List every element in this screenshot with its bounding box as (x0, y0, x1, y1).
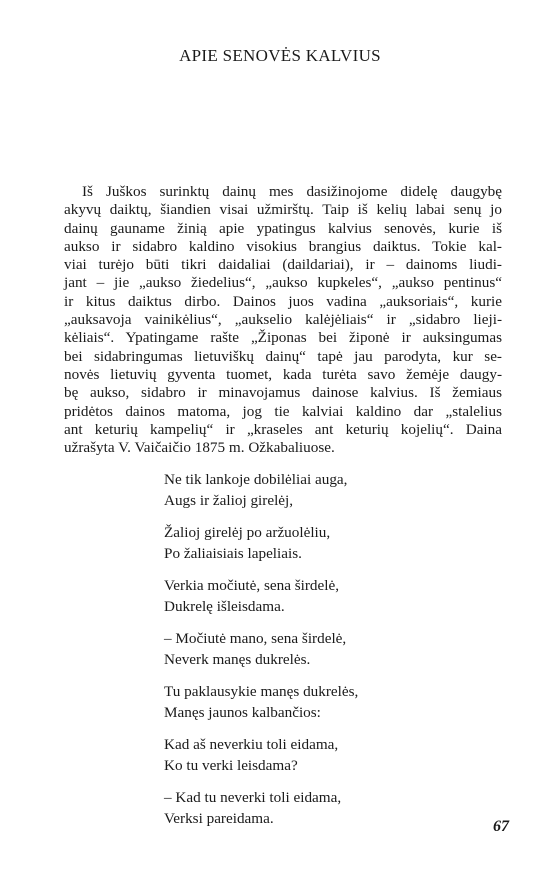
page-number: 67 (493, 818, 509, 835)
paragraph-line: Iš Juškos surinktų dainų mes dasižinojome didelę daugybę (82, 183, 502, 200)
page-title: APIE SENOVĖS KALVIUS (179, 46, 381, 65)
paragraph-line: novės lietuvių gyventa tuomet, kada turėta savo žemėje daugy- (64, 365, 502, 383)
paragraph-line: akyvų daiktų, šiandien visai užmirštų. Taip iš kelių labai senų jo (64, 201, 502, 219)
poem-verse: Ko tu verki leisdama? (164, 756, 298, 774)
poem-verse: Augs ir žalioj girelėj, (164, 491, 294, 509)
poem-verse: – Močiutė mano, sena širdelė, (164, 630, 347, 647)
paragraph-line: bei sidabringumas lietuviškų dainų“ tapė jau parodyta, kur se- (64, 347, 502, 365)
poem-verse: Neverk manęs dukrelės. (164, 650, 311, 668)
paragraph-line: kėliais“. Ypatingame rašte „Žiponas bei žiponė ir auksingumas (64, 329, 502, 347)
body-paragraph (64, 183, 502, 457)
paragraph-line: dainų gauname žinią apie ypatingus kalvius senovės, kurie iš (64, 219, 502, 237)
paragraph-line: pridėtos dainos matoma, jog tie kalviai kaldino dar „stalelius (64, 402, 502, 420)
poem-stanza (164, 735, 358, 776)
paragraph-line: jant – jie „aukso žiedelius“, „aukso kupkeles“, „aukso pentinus“ (64, 274, 502, 292)
poem-verse: Verksi pareidama. (164, 809, 274, 827)
poem-stanza (164, 576, 358, 617)
poem (164, 470, 358, 841)
poem-stanza (164, 470, 358, 511)
paragraph-line: užrašyta V. Vaičaičio 1875 m. Ožkabaliuose. (64, 439, 335, 457)
paragraph-line: „auksavoja vainikėlius“, „aukselio kalėjėliais“ ir „sidabro lieji- (64, 311, 502, 329)
paragraph-line: viai turėjo būti tikri daidaliai (daildariai), ir – dainoms liudi- (64, 256, 502, 274)
paragraph-line: ir kitus daiktus dirbo. Dainos juos vadina „auksoriais“, kurie (64, 292, 502, 310)
poem-verse: Kad aš neverkiu toli eidama, (164, 736, 339, 753)
poem-verse: Dukrelę išleisdama. (164, 597, 285, 615)
poem-stanza (164, 523, 358, 564)
poem-verse: – Kad tu neverki toli eidama, (164, 789, 342, 806)
poem-stanza (164, 629, 358, 670)
paragraph-line: ant keturių kampelių“ ir „kraseles ant keturių kojelių“. Daina (64, 420, 502, 438)
poem-stanza (164, 682, 358, 723)
poem-verse: Verkia močiutė, sena širdelė, (164, 577, 340, 594)
poem-verse: Tu paklausykie manęs dukrelės, (164, 683, 359, 700)
paragraph-line: bę aukso, sidabro ir minavojamus dainose kalvius. Iš žemiaus (64, 384, 502, 402)
poem-verse: Manęs jaunos kalbančios: (164, 703, 321, 721)
poem-verse: Žalioj girelėj po aržuolėliu, (164, 524, 331, 541)
paragraph-line: aukso ir sidabro kaldino visokius brangius daiktus. Tokie kal- (64, 237, 502, 255)
poem-stanza (164, 788, 358, 829)
poem-verse: Ne tik lankoje dobilėliai auga, (164, 471, 348, 488)
poem-verse: Po žaliaisiais lapeliais. (164, 544, 302, 562)
